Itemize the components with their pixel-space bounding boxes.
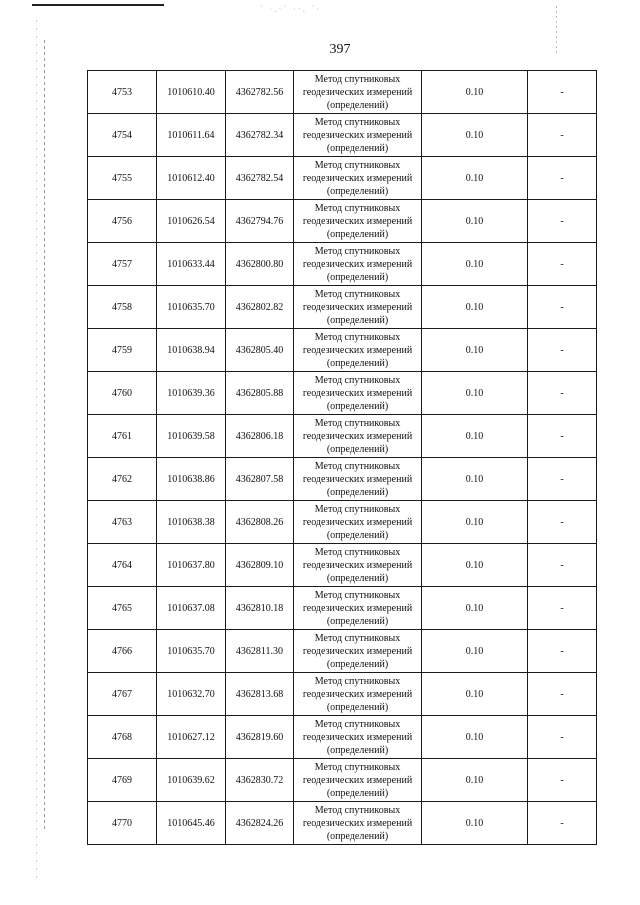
point-number-cell: 4768 [88,716,157,759]
method-line: (определений) [326,142,389,154]
method-cell [294,458,422,501]
table-row [88,372,597,415]
x-coordinate-cell: 1010637.08 [157,587,226,630]
method-line: Метод спутниковых [314,675,401,687]
method-line: Метод спутниковых [314,202,401,214]
y-coordinate-cell: 4362782.56 [226,71,294,114]
method-line: (определений) [326,572,389,584]
table-row [88,759,597,802]
x-coordinate-cell: 1010627.12 [157,716,226,759]
method-line: Метод спутниковых [314,417,401,429]
method-cell [294,286,422,329]
x-coordinate-cell: 1010610.40 [157,71,226,114]
x-coordinate-cell: 1010633.44 [157,243,226,286]
method-line: геодезических измерений [302,215,413,227]
extra-cell: - [528,759,597,802]
table-row [88,200,597,243]
accuracy-cell: 0.10 [422,458,528,501]
y-coordinate-cell: 4362810.18 [226,587,294,630]
method-line: геодезических измерений [302,129,413,141]
method-line: Метод спутниковых [314,116,401,128]
x-coordinate-cell: 1010638.38 [157,501,226,544]
method-cell [294,200,422,243]
point-number-cell: 4763 [88,501,157,544]
y-coordinate-cell: 4362805.88 [226,372,294,415]
method-line: (определений) [326,443,389,455]
extra-cell: - [528,200,597,243]
x-coordinate-cell: 1010638.94 [157,329,226,372]
method-line: геодезических измерений [302,387,413,399]
point-number-cell: 4765 [88,587,157,630]
accuracy-cell: 0.10 [422,200,528,243]
y-coordinate-cell: 4362819.60 [226,716,294,759]
method-line: Метод спутниковых [314,804,401,816]
method-line: геодезических измерений [302,430,413,442]
point-number-cell: 4754 [88,114,157,157]
point-number-cell: 4769 [88,759,157,802]
point-number-cell: 4753 [88,71,157,114]
x-coordinate-cell: 1010639.58 [157,415,226,458]
point-number-cell: 4758 [88,286,157,329]
point-number-cell: 4760 [88,372,157,415]
accuracy-cell: 0.10 [422,544,528,587]
method-cell [294,673,422,716]
method-line: Метод спутниковых [314,159,401,171]
method-line: геодезических измерений [302,688,413,700]
table-row [88,286,597,329]
point-number-cell: 4767 [88,673,157,716]
extra-cell: - [528,587,597,630]
extra-cell: - [528,157,597,200]
table-row [88,501,597,544]
y-coordinate-cell: 4362782.54 [226,157,294,200]
method-line: Метод спутниковых [314,503,401,515]
x-coordinate-cell: 1010639.36 [157,372,226,415]
table-row [88,802,597,845]
extra-cell: - [528,329,597,372]
accuracy-cell: 0.10 [422,759,528,802]
table-row [88,157,597,200]
extra-cell: - [528,372,597,415]
point-number-cell: 4764 [88,544,157,587]
accuracy-cell: 0.10 [422,802,528,845]
y-coordinate-cell: 4362808.26 [226,501,294,544]
extra-cell: - [528,501,597,544]
method-line: (определений) [326,744,389,756]
x-coordinate-cell: 1010626.54 [157,200,226,243]
method-line: (определений) [326,529,389,541]
method-line: геодезических измерений [302,559,413,571]
method-cell [294,544,422,587]
y-coordinate-cell: 4362802.82 [226,286,294,329]
extra-cell: - [528,802,597,845]
y-coordinate-cell: 4362830.72 [226,759,294,802]
method-line: (определений) [326,658,389,670]
method-cell [294,759,422,802]
method-line: геодезических измерений [302,258,413,270]
method-line: геодезических измерений [302,731,413,743]
point-number-cell: 4770 [88,802,157,845]
accuracy-cell: 0.10 [422,329,528,372]
point-number-cell: 4766 [88,630,157,673]
extra-cell: - [528,71,597,114]
point-number-cell: 4761 [88,415,157,458]
method-line: Метод спутниковых [314,331,401,343]
method-line: (определений) [326,314,389,326]
y-coordinate-cell: 4362806.18 [226,415,294,458]
method-line: геодезических измерений [302,473,413,485]
method-line: (определений) [326,400,389,412]
method-cell [294,243,422,286]
accuracy-cell: 0.10 [422,673,528,716]
method-line: (определений) [326,615,389,627]
method-line: Метод спутниковых [314,374,401,386]
scan-margin-line [44,40,45,830]
x-coordinate-cell: 1010635.70 [157,286,226,329]
method-line: геодезических измерений [302,344,413,356]
extra-cell: - [528,458,597,501]
method-line: (определений) [326,99,389,111]
method-line: Метод спутниковых [314,73,401,85]
accuracy-cell: 0.10 [422,71,528,114]
table-row [88,630,597,673]
method-cell [294,329,422,372]
method-cell [294,157,422,200]
method-line: Метод спутниковых [314,245,401,257]
accuracy-cell: 0.10 [422,372,528,415]
method-line: (определений) [326,486,389,498]
y-coordinate-cell: 4362809.10 [226,544,294,587]
extra-cell: - [528,415,597,458]
extra-cell: - [528,243,597,286]
method-line: Метод спутниковых [314,460,401,472]
method-line: Метод спутниковых [314,546,401,558]
y-coordinate-cell: 4362805.40 [226,329,294,372]
method-cell [294,114,422,157]
method-line: (определений) [326,228,389,240]
point-number-cell: 4756 [88,200,157,243]
method-line: геодезических измерений [302,86,413,98]
table-row [88,544,597,587]
method-line: (определений) [326,271,389,283]
accuracy-cell: 0.10 [422,243,528,286]
method-line: Метод спутниковых [314,589,401,601]
accuracy-cell: 0.10 [422,114,528,157]
x-coordinate-cell: 1010637.80 [157,544,226,587]
table-row [88,716,597,759]
accuracy-cell: 0.10 [422,587,528,630]
method-cell [294,587,422,630]
coordinates-table-body [88,71,597,845]
method-line: геодезических измерений [302,774,413,786]
extra-cell: - [528,673,597,716]
scan-edge-line [32,4,164,6]
table-row [88,329,597,372]
table-row [88,71,597,114]
accuracy-cell: 0.10 [422,286,528,329]
extra-cell: - [528,286,597,329]
method-cell [294,71,422,114]
method-cell [294,802,422,845]
x-coordinate-cell: 1010638.86 [157,458,226,501]
table-row [88,673,597,716]
method-line: (определений) [326,357,389,369]
method-cell [294,372,422,415]
table-row [88,243,597,286]
accuracy-cell: 0.10 [422,157,528,200]
method-line: (определений) [326,701,389,713]
method-line: (определений) [326,830,389,842]
method-line: (определений) [326,185,389,197]
method-cell [294,630,422,673]
method-cell [294,716,422,759]
method-line: геодезических измерений [302,172,413,184]
method-cell [294,415,422,458]
extra-cell: - [528,630,597,673]
x-coordinate-cell: 1010635.70 [157,630,226,673]
x-coordinate-cell: 1010645.46 [157,802,226,845]
accuracy-cell: 0.10 [422,501,528,544]
x-coordinate-cell: 1010639.62 [157,759,226,802]
page-number: 397 [329,42,351,57]
accuracy-cell: 0.10 [422,716,528,759]
method-line: (определений) [326,787,389,799]
method-line: Метод спутниковых [314,718,401,730]
point-number-cell: 4759 [88,329,157,372]
extra-cell: - [528,114,597,157]
point-number-cell: 4757 [88,243,157,286]
y-coordinate-cell: 4362807.58 [226,458,294,501]
table-row [88,458,597,501]
method-cell [294,501,422,544]
x-coordinate-cell: 1010612.40 [157,157,226,200]
method-line: геодезических измерений [302,645,413,657]
coordinates-table [87,70,597,845]
method-line: Метод спутниковых [314,632,401,644]
method-line: Метод спутниковых [314,288,401,300]
method-line: геодезических измерений [302,301,413,313]
accuracy-cell: 0.10 [422,415,528,458]
accuracy-cell: 0.10 [422,630,528,673]
table-row [88,587,597,630]
y-coordinate-cell: 4362811.30 [226,630,294,673]
table-row [88,415,597,458]
table-row [88,114,597,157]
method-line: Метод спутниковых [314,761,401,773]
extra-cell: - [528,716,597,759]
point-number-cell: 4755 [88,157,157,200]
y-coordinate-cell: 4362794.76 [226,200,294,243]
x-coordinate-cell: 1010611.64 [157,114,226,157]
method-line: геодезических измерений [302,602,413,614]
scan-margin-line [36,20,37,880]
x-coordinate-cell: 1010632.70 [157,673,226,716]
extra-cell: - [528,544,597,587]
y-coordinate-cell: 4362813.68 [226,673,294,716]
y-coordinate-cell: 4362782.34 [226,114,294,157]
point-number-cell: 4762 [88,458,157,501]
method-line: геодезических измерений [302,817,413,829]
method-line: геодезических измерений [302,516,413,528]
y-coordinate-cell: 4362824.26 [226,802,294,845]
y-coordinate-cell: 4362800.80 [226,243,294,286]
scan-noise: ˙ ·.·˙ ··. ˙· [260,4,322,14]
